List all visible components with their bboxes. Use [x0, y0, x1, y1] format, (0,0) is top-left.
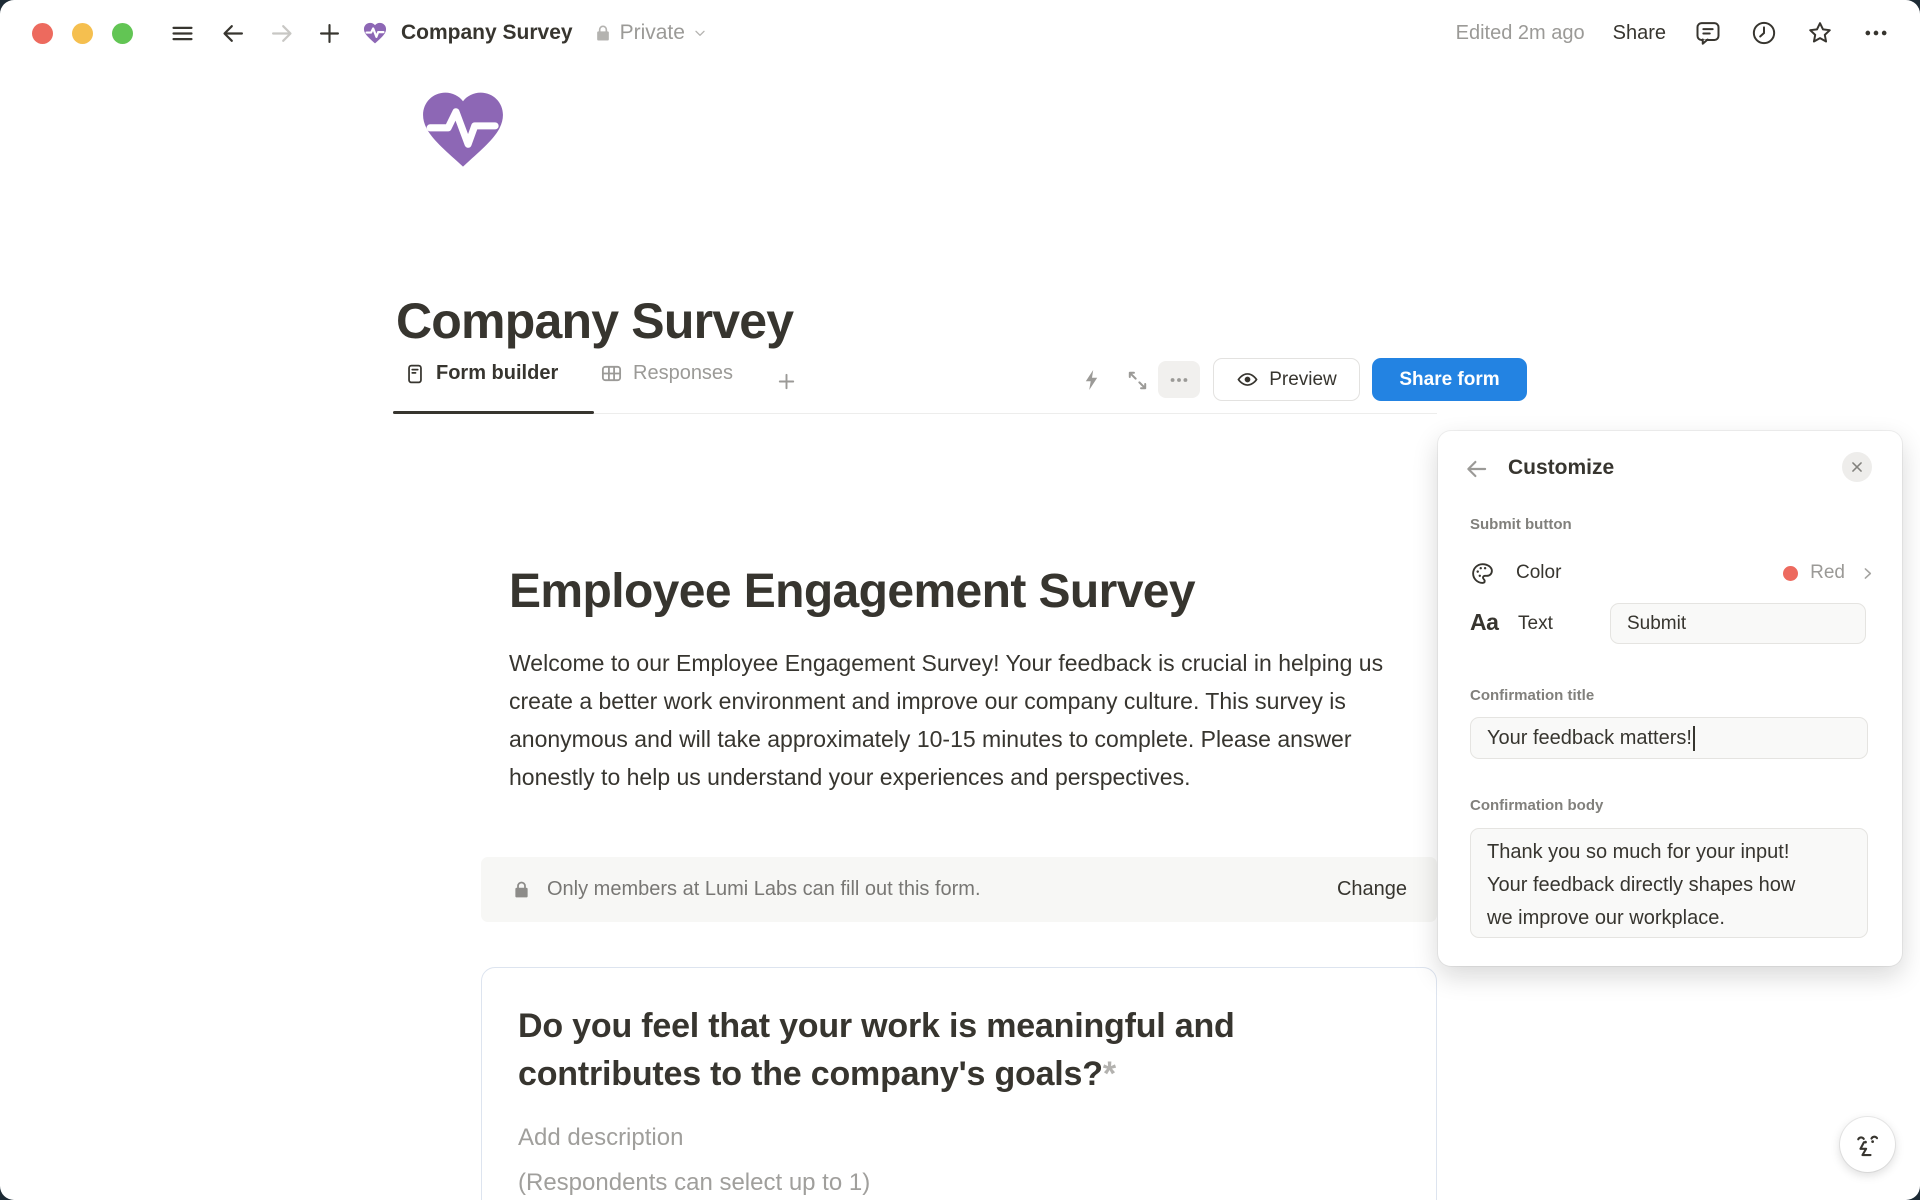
arrow-left-icon: [1464, 456, 1490, 482]
eye-icon: [1236, 368, 1259, 391]
form-heading[interactable]: Employee Engagement Survey: [509, 564, 1195, 618]
question-title[interactable]: [518, 1002, 1388, 1098]
access-notice: [481, 857, 1437, 922]
clock-icon: [1750, 19, 1778, 47]
confirmation-body-input[interactable]: [1470, 828, 1868, 938]
color-value-dot: [1783, 566, 1798, 581]
confirmation-body-line: Thank you so much for your input!: [1487, 841, 1790, 863]
star-icon: [1806, 19, 1834, 47]
question-card[interactable]: [481, 967, 1437, 1200]
lightning-icon: [1080, 367, 1104, 393]
heart-pulse-icon: [362, 20, 388, 46]
change-access-button[interactable]: Change: [1336, 878, 1407, 900]
share-form-button[interactable]: [1372, 358, 1527, 401]
preview-button[interactable]: [1213, 358, 1360, 401]
ai-face-icon: [1853, 1130, 1883, 1160]
page-icon[interactable]: [415, 82, 511, 176]
ellipsis-icon: [1862, 19, 1890, 47]
text-style-icon: Aa: [1470, 609, 1499, 635]
tab-form-builder[interactable]: [404, 362, 558, 385]
privacy-button[interactable]: [593, 21, 708, 45]
comments-button[interactable]: [1694, 19, 1722, 47]
forward-icon: [268, 20, 295, 47]
palette-icon: [1470, 561, 1495, 586]
confirmation-body-line: Your feedback directly shapes how: [1487, 874, 1796, 896]
confirmation-title-value: Your feedback matters!: [1487, 726, 1692, 749]
confirmation-body-label: Confirmation body: [1470, 797, 1604, 814]
responses-table-icon: [600, 362, 623, 385]
ai-assistant-button[interactable]: [1840, 1117, 1895, 1172]
color-row-label: Color: [1516, 562, 1562, 583]
share-button[interactable]: Share: [1612, 21, 1666, 44]
color-value: Red: [1810, 562, 1845, 583]
view-options-button[interactable]: [1158, 361, 1200, 398]
question-description-placeholder[interactable]: Add description: [518, 1124, 684, 1151]
required-asterisk: *: [1102, 1055, 1116, 1093]
automations-button[interactable]: [1080, 367, 1104, 393]
share-form-label: Share form: [1399, 368, 1500, 390]
menu-button[interactable]: [169, 20, 196, 47]
tab-responses[interactable]: [600, 362, 733, 385]
menu-icon: [169, 20, 196, 47]
favorite-button[interactable]: [1806, 19, 1834, 47]
panel-title: Customize: [1508, 456, 1615, 479]
tab-label: Form builder: [436, 362, 559, 384]
preview-label: Preview: [1269, 368, 1337, 390]
submit-text-input[interactable]: [1610, 603, 1866, 644]
panel-back-button[interactable]: [1464, 456, 1490, 482]
active-tab-underline: [393, 411, 594, 414]
question-title-text: Do you feel that your work is meaningful and contributes to the company's goals?: [518, 1007, 1235, 1093]
ellipsis-icon: [1168, 369, 1190, 391]
access-notice-text: Only members at Lumi Labs can fill out this form.: [547, 878, 981, 900]
back-icon: [220, 20, 247, 47]
edited-timestamp: Edited 2m ago: [1455, 21, 1585, 44]
confirmation-title-input[interactable]: [1470, 717, 1868, 759]
back-button[interactable]: [220, 20, 247, 47]
expand-button[interactable]: [1125, 368, 1150, 393]
panel-close-button[interactable]: [1842, 452, 1872, 482]
traffic-zoom-button[interactable]: [112, 23, 133, 44]
titlebar-actions: [1456, 0, 1890, 66]
history-button[interactable]: [1750, 19, 1778, 47]
question-select-hint: (Respondents can select up to 1): [518, 1169, 871, 1196]
titlebar: [0, 0, 1920, 66]
submit-section-label: Submit button: [1470, 516, 1572, 533]
window-title: Company Survey: [401, 21, 573, 44]
traffic-close-button[interactable]: [32, 23, 53, 44]
confirmation-body-line: we improve our workplace.: [1487, 907, 1725, 929]
submit-color-row[interactable]: [1470, 552, 1876, 594]
add-view-button[interactable]: [775, 370, 798, 393]
privacy-label: Private: [619, 21, 685, 44]
expand-icon: [1125, 368, 1150, 393]
window-more-button[interactable]: [1862, 19, 1890, 47]
tab-label: Responses: [633, 362, 734, 384]
traffic-minimize-button[interactable]: [72, 23, 93, 44]
chevron-right-icon: [1859, 565, 1876, 582]
confirmation-title-label: Confirmation title: [1470, 687, 1595, 704]
close-icon: [1850, 460, 1864, 474]
text-row-label: Text: [1518, 613, 1553, 634]
text-cursor: [1693, 726, 1695, 751]
chevron-down-icon: [692, 25, 708, 41]
plus-icon: [775, 370, 798, 393]
lock-icon: [511, 879, 532, 900]
page-icon-small[interactable]: [362, 20, 388, 46]
lock-icon: [593, 23, 613, 43]
page-heart-pulse-icon: [415, 82, 511, 176]
new-tab-button[interactable]: [316, 20, 343, 47]
comment-icon: [1694, 19, 1722, 47]
plus-icon: [316, 20, 343, 47]
window-controls: [32, 23, 133, 44]
customize-panel: [1438, 431, 1902, 966]
page-title[interactable]: Company Survey: [396, 292, 794, 349]
form-builder-icon: [404, 363, 426, 385]
forward-button[interactable]: [268, 20, 295, 47]
form-description[interactable]: Welcome to our Employee Engagement Survey! Your feedback is crucial in helping us create a better work environment and improve our company culture. This survey is anonymous and will take approximately 10-15 minutes to complete. Please answer honestly to help us understand your experiences and perspectives.: [509, 650, 1384, 790]
